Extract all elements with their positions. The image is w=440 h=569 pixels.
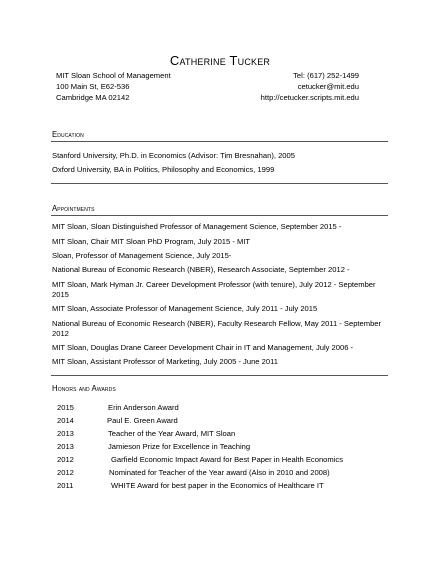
appointments-bottom-rule xyxy=(51,375,388,376)
education-item: Stanford University, Ph.D. in Economics (Advisor: Tim Bresnahan), 2005 xyxy=(52,151,295,160)
education-item: Oxford University, BA in Politics, Philosophy and Economics, 1999 xyxy=(52,165,275,174)
honors-heading: Honors and Awards xyxy=(52,384,116,393)
honor-year: 2013 xyxy=(57,442,74,451)
honor-award: Garfield Economic Impact Award for Best Paper in Health Economics xyxy=(111,455,343,464)
appointment-item: National Bureau of Economic Research (NBER), Research Associate, September 2012 - xyxy=(52,265,350,274)
honor-year: 2014 xyxy=(57,416,74,425)
contact-email[interactable]: cetucker@mit.edu xyxy=(297,82,359,91)
contact-address xyxy=(56,70,171,103)
honor-award: Erin Anderson Award xyxy=(108,403,179,412)
honor-award: Jamieson Prize for Excellence in Teaching xyxy=(108,442,251,451)
honor-award: Teacher of the Year Award, MIT Sloan xyxy=(108,429,236,438)
contact-street: 100 Main St, E62-536 xyxy=(56,82,130,91)
honor-award: Nominated for Teacher of the Year award (Also in 2010 and 2008) xyxy=(109,468,330,477)
appointment-item: Sloan, Professor of Management Science, July 2015- xyxy=(52,251,232,260)
honor-year: 2011 xyxy=(57,481,74,490)
contact-phone: Tel: (617) 252-1499 xyxy=(293,71,359,80)
education-bottom-rule xyxy=(51,183,388,184)
appointments-rule xyxy=(51,215,388,216)
appointment-item: MIT Sloan, Associate Professor of Management Science, July 2011 - July 2015 xyxy=(52,304,318,313)
appointment-item: MIT Sloan, Douglas Drane Career Development Chair in IT and Management, July 2006 - xyxy=(52,343,354,352)
contact-website[interactable]: http://cetucker.scripts.mit.edu xyxy=(260,93,359,102)
contact-details xyxy=(261,70,359,103)
contact-city: Cambridge MA 02142 xyxy=(56,93,130,102)
education-heading: Education xyxy=(52,130,84,139)
appointment-item: MIT Sloan, Mark Hyman Jr. Career Development Professor (with tenure), July 2012 - September 2015 xyxy=(52,280,376,299)
cv-name: Catherine Tucker xyxy=(169,53,271,68)
honor-award: Paul E. Green Award xyxy=(107,416,178,425)
honor-year: 2013 xyxy=(57,429,74,438)
honor-award: WHITE Award for best paper in the Economics of Healthcare IT xyxy=(111,481,324,490)
education-rule xyxy=(51,141,388,142)
appointments-heading: Appointments xyxy=(52,204,95,213)
appointment-item: National Bureau of Economic Research (NBER), Faculty Research Fellow, May 2011 - September 2012 xyxy=(52,319,382,338)
honor-year: 2012 xyxy=(57,455,74,464)
honor-year: 2012 xyxy=(57,468,74,477)
appointment-item: MIT Sloan, Sloan Distinguished Professor of Management Science, September 2015 - xyxy=(52,222,342,231)
contact-institution: MIT Sloan School of Management xyxy=(56,71,171,80)
appointment-item: MIT Sloan, Chair MIT Sloan PhD Program, July 2015 - MIT xyxy=(52,237,251,246)
appointment-item: MIT Sloan, Assistant Professor of Marketing, July 2005 - June 2011 xyxy=(52,357,278,366)
honor-year: 2015 xyxy=(57,403,74,412)
